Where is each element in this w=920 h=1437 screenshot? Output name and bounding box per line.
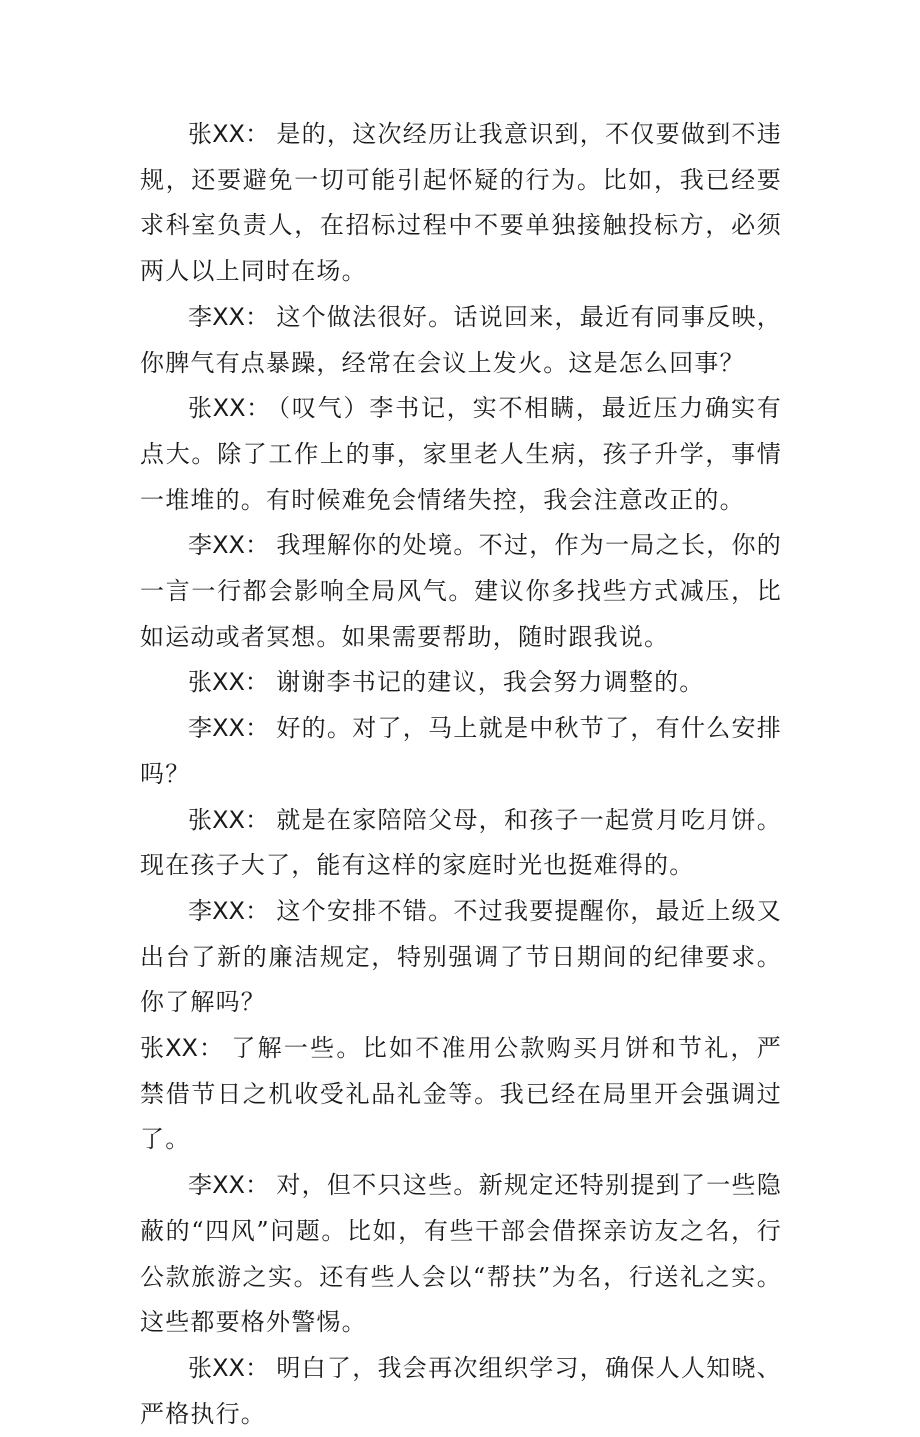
speaker-colon: ：: [244, 531, 271, 560]
dialogue-line-zhang-3: [140, 660, 782, 706]
dialogue-line-li-5: [140, 1163, 782, 1346]
dialogue-text: 好的。对了，马上就是中秋节了，有什么安排吗？: [140, 714, 783, 788]
speaker-colon: ：: [197, 1034, 226, 1063]
speaker-colon: ：: [244, 896, 271, 925]
dialogue-line-li-1: [140, 295, 782, 386]
dialogue-line-zhang-2: [140, 386, 782, 523]
speaker-colon: ：: [244, 1171, 271, 1200]
dialogue-text: 了解一些。比如不准用公款购买月饼和节礼，严禁借节日之机收受礼品礼金等。我已经在局里开会强调过了。: [140, 1034, 783, 1154]
dialogue-line-zhang-4: [140, 798, 782, 889]
speaker-colon: ：: [244, 668, 271, 697]
dialogue-text: 对，但不只这些。新规定还特别提到了一些隐蔽的“四风”问题。比如，有些干部会借探亲访友之名，行公款旅游之实。还有些人会以“帮扶”为名，行送礼之实。这些都要格外警惕。: [140, 1171, 783, 1337]
dialogue-text: 这个安排不错。不过我要提醒你，最近上级又出台了新的廉洁规定，特别强调了节日期间的纪律要求。你了解吗？: [140, 896, 783, 1017]
speaker-colon: ：: [244, 714, 271, 743]
speaker-name: 李XX: [188, 896, 245, 925]
speaker-name: 李XX: [188, 714, 245, 743]
dialogue-text: （叹气）李书记，实不相瞒，最近压力确实有点大。除了工作上的事，家里老人生病，孩子升学，事情一堆堆的。有时候难免会情绪失控，我会注意改正的。: [140, 394, 782, 514]
speaker-name: 张XX: [188, 805, 245, 834]
dialogue-text: 就是在家陪陪父母，和孩子一起赏月吃月饼。现在孩子大了，能有这样的家庭时光也挺难得的。: [140, 805, 783, 880]
speaker-colon: ：: [244, 1353, 271, 1382]
dialogue-line-zhang-1: [140, 112, 782, 295]
dialogue-text: 这个做法很好。话说回来，最近有同事反映，你脾气有点暴躁，经常在会议上发火。这是怎么回事？: [140, 302, 783, 377]
document-page: [140, 112, 782, 1437]
speaker-name: 张XX: [188, 120, 245, 148]
speaker-name: 张XX: [188, 394, 246, 423]
speaker-colon: ：: [244, 120, 271, 148]
dialogue-text: 我理解你的处境。不过，作为一局之长，你的一言一行都会影响全局风气。建议你多找些方式减压，比如运动或者冥想。如果需要帮助，随时跟我说。: [140, 531, 783, 651]
dialogue-line-li-3: [140, 706, 782, 797]
dialogue-text: 明白了，我会再次组织学习，确保人人知晓、严格执行。: [140, 1353, 783, 1428]
dialogue-text: 是的，这次经历让我意识到，不仅要做到不违规，还要避免一切可能引起怀疑的行为。比如，我已经要求科室负责人，在招标过程中不要单独接触投标方，必须两人以上同时在场。: [140, 120, 783, 286]
dialogue-line-li-4: [140, 889, 782, 1026]
dialogue-line-li-2: [140, 523, 782, 660]
speaker-name: 张XX: [188, 1353, 245, 1382]
speaker-colon: ：: [244, 805, 271, 834]
dialogue-text: 谢谢李书记的建议，我会努力调整的。: [276, 668, 705, 697]
speaker-name: 李XX: [188, 1171, 245, 1200]
speaker-colon: ：: [245, 394, 272, 423]
speaker-name: 张XX: [188, 668, 245, 697]
dialogue-line-zhang-6: [140, 1346, 782, 1437]
speaker-colon: ：: [244, 302, 271, 331]
speaker-name: 张XX: [140, 1034, 198, 1063]
speaker-name: 李XX: [188, 302, 245, 331]
dialogue-line-zhang-5: [140, 1026, 782, 1163]
speaker-name: 李XX: [188, 531, 245, 560]
